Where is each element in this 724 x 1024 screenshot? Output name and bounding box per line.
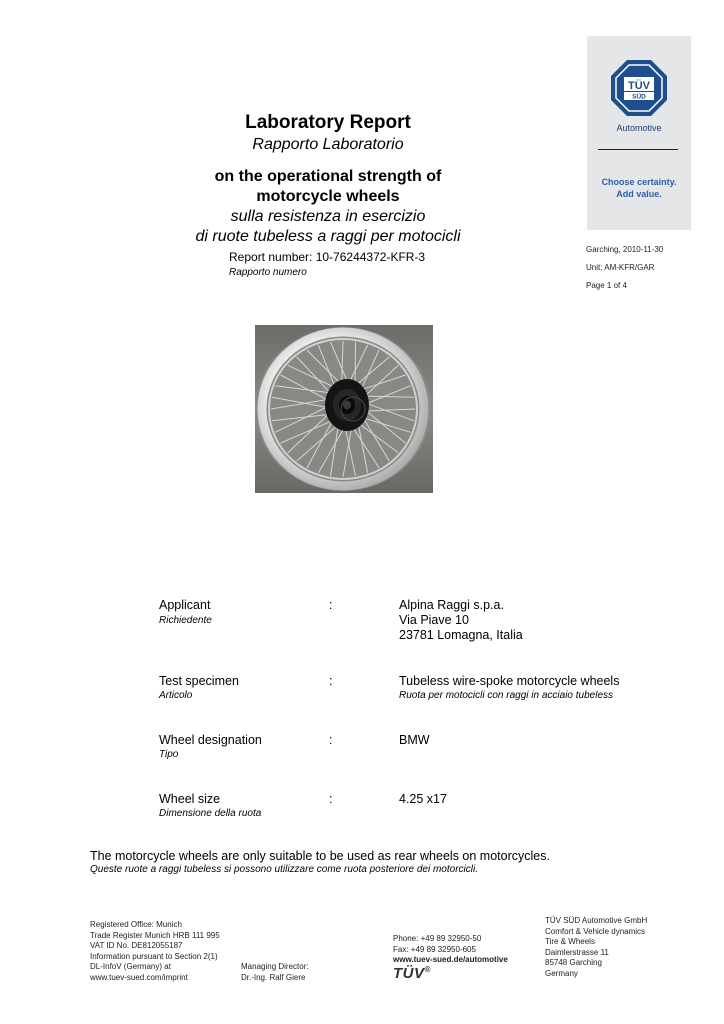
designation-value: BMW xyxy=(399,733,430,747)
specimen-label-italian: Articolo xyxy=(159,690,193,701)
footer-web-link[interactable]: www.tuev-sued.de/automotive xyxy=(393,955,508,964)
usage-note-italian: Queste ruote a raggi tubeless si possono utilizzare come ruota posteriore dei motorcicli. xyxy=(90,864,478,875)
designation-label: Wheel designation xyxy=(159,733,262,747)
specimen-value-italian: Ruota per motocicli con raggi in acciaio tubeless xyxy=(399,690,613,701)
usage-note: The motorcycle wheels are only suitable to be used as rear wheels on motorcycles. xyxy=(90,849,550,863)
report-subtitle-italian-line1: sulla resistenza in esercizio xyxy=(230,208,426,225)
wire-spoke-wheel-photo xyxy=(255,325,433,493)
footer-phone: Phone: +49 89 32950-50 xyxy=(393,934,482,943)
specimen-value: Tubeless wire-spoke motorcycle wheels xyxy=(399,674,620,688)
report-number-italian: Rapporto numero xyxy=(229,267,307,278)
tuv-sud-logo-icon xyxy=(609,58,669,118)
footer-line: Dr.-Ing. Ralf Giere xyxy=(241,972,306,982)
size-label-italian: Dimensione della ruota xyxy=(159,808,262,819)
footer-line: Daimlerstrasse 11 xyxy=(545,947,609,957)
footer-fax: Fax: +49 89 32950-605 xyxy=(393,944,476,954)
footer-company-address xyxy=(545,916,675,979)
report-subtitle-italian-line2: di ruote tubeless a raggi per motocicli xyxy=(195,228,461,245)
report-subtitle-line1: on the operational strength of xyxy=(214,168,442,185)
brand-divider xyxy=(598,149,678,150)
applicant-name: Alpina Raggi s.p.a. xyxy=(399,598,504,612)
footer-line: Germany xyxy=(545,968,578,978)
report-number: Report number: 10-76244372-KFR-3 xyxy=(229,250,426,264)
logo-text-top: TÜV xyxy=(628,80,650,92)
footer-line: Tire & Wheels xyxy=(545,937,595,946)
footer-line: VAT ID No. DE812055187 xyxy=(90,941,183,950)
report-title: Laboratory Report xyxy=(245,112,411,133)
specimen-label: Test specimen xyxy=(159,674,239,688)
page-indicator: Page 1 of 4 xyxy=(586,281,627,290)
designation-label-italian: Tipo xyxy=(159,749,179,760)
footer-line: Managing Director: xyxy=(241,962,309,971)
size-value: 4.25 x17 xyxy=(399,792,447,806)
footer-contact xyxy=(393,934,533,966)
footer-managing-director xyxy=(241,962,351,983)
separator-colon: : xyxy=(329,733,333,747)
footer-registration xyxy=(90,920,240,983)
report-date: Garching, 2010-11-30 xyxy=(586,245,664,254)
brand-slogan-line2: Add value. xyxy=(616,189,662,199)
footer-line: Trade Register Munich HRB 111 995 xyxy=(90,930,220,940)
separator-colon: : xyxy=(329,674,333,688)
report-unit: Unit: AM-KFR/GAR xyxy=(586,263,655,272)
footer-imprint-link[interactable]: www.tuev-sued.com/imprint xyxy=(90,972,188,982)
footer-tuv-logo-icon xyxy=(393,965,433,983)
separator-colon: : xyxy=(329,598,333,612)
separator-colon: : xyxy=(329,792,333,806)
applicant-street: Via Piave 10 xyxy=(399,613,469,627)
footer-line: 85748 Garching xyxy=(545,958,602,967)
report-subtitle-line2: motorcycle wheels xyxy=(256,188,400,205)
applicant-label-italian: Richiedente xyxy=(159,615,212,626)
registered-mark: ® xyxy=(424,965,431,974)
footer-line: Information pursuant to Section 2(1) xyxy=(90,951,218,961)
logo-text-bottom: SÜD xyxy=(632,93,646,101)
footer-logo-text: TÜV xyxy=(393,965,425,982)
applicant-city: 23781 Lomagna, Italia xyxy=(399,628,523,642)
footer-line: TÜV SÜD Automotive GmbH xyxy=(545,916,648,925)
footer-line: Registered Office: Munich xyxy=(90,920,182,929)
brand-division: Automotive xyxy=(616,123,662,133)
size-label: Wheel size xyxy=(159,792,221,806)
footer-line: DL-InfoV (Germany) at xyxy=(90,962,171,971)
report-title-italian: Rapporto Laboratorio xyxy=(252,136,404,153)
footer-line: Comfort & Vehicle dynamics xyxy=(545,926,646,936)
brand-slogan-line1: Choose certainty. xyxy=(601,177,677,187)
applicant-label: Applicant xyxy=(159,598,211,612)
